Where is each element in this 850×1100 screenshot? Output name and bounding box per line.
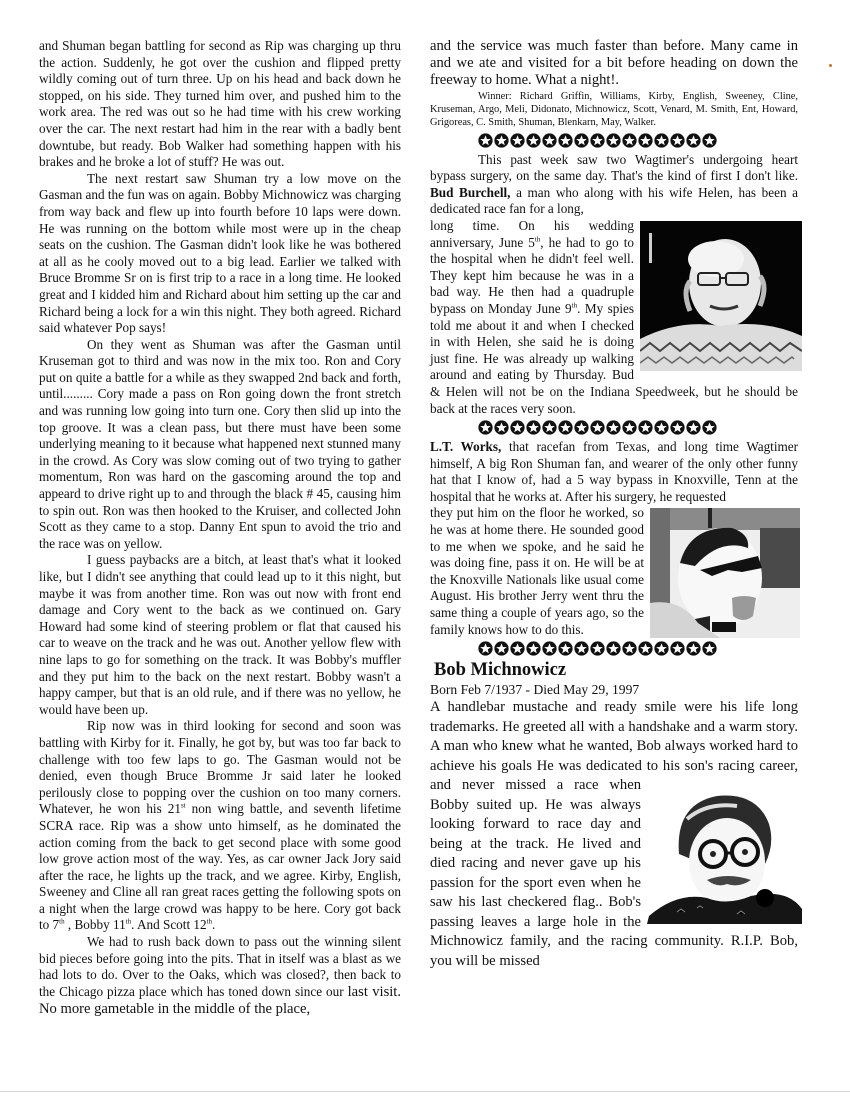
bud-burchell-paragraph	[430, 152, 798, 218]
text-run: , Bobby 11	[64, 917, 126, 933]
scan-speck	[829, 64, 832, 67]
text-run: missed a race when Bobby suited up. He was always looking forward to race day and being at the track. He lived and died racing and never gave up his passion for the sport even when he saw his last checkered flag.. Bob's passing leaves a large hole in the Michnowicz family, and the racing community. R.I.P. Bob, you will be missed	[430, 777, 798, 969]
person-name: L.T. Works,	[430, 439, 502, 455]
circled-star-icon	[622, 133, 637, 148]
ordinal-suffix: th	[206, 918, 213, 927]
circled-star-icon	[702, 133, 717, 148]
circled-star-icon	[558, 133, 573, 148]
circled-star-icon	[526, 420, 541, 435]
race-paragraph-4: I guess paybacks are a bitch, at least that's what it looked like, but I didn't see anything that could lead up to it this night, but maybe it was from another time. Ron was out now with front end damage and Cory went to the back as we continued on. Gary Howard had some kind of steering problem or flat that caused his car to weave on the track and he was out. Another yellow flew with nine laps to go for something on the track. It was Bobby's muffler and they put him to the back on the next restart. Bobby wasn't a happy camper, but that is an old rule, and if there was no yellow, he would have been up.	[39, 552, 401, 717]
race-paragraph-1: and Shuman began battling for second as Rip was charging up thru the action. Suddenly, he got over the cushion and flipped pretty wildly coming out of turn three. Up on his head and back down he stopped, on his side. They turned him over, and pushed him to the work area. The red was out so he had time with his crew working over the car. The next restart had him in the rear with a badly bent downtube, but ready. Bob Walker had something happen with his brakes and he broke a lot of stuff? He was out.	[39, 38, 401, 170]
circled-star-icon	[590, 133, 605, 148]
winners-list: Winner: Richard Griffin, Williams, Kirby, English, Sweeney, Cline, Kruseman, Argo, Meli, Didonato, Michnowicz, Scott, Venard, M. Smith, Ent, Howard, Grigoreas, C. Smith, Shuman, Blenkarn, May, Walker.	[430, 91, 798, 129]
text-run: A handlebar mustache and ready smile were his life long trademarks. He greeted all with a handshake and a warm story. A man who knew what he wanted, Bob always worked hard to achieve his goals He was dedicated to his son's racing career, and never	[430, 699, 798, 794]
circled-star-icon	[686, 133, 701, 148]
circled-star-icon	[510, 420, 525, 435]
text-run: Rip now was in third looking for second and soon was battling with Kirby for it. Finally, he got by, but was too far back to challenge with too few laps to go. The Gasman would not be denied, even though Bruce Bromme Jr said later he looked perilously close to popping over the cushion on too many corners. Whatever, he won his 21	[39, 718, 401, 817]
text-run: , he had to go to the hospital when he didn't feel well. They kept him because he was in a bad way. He then had a quadruple bypass on Monday June 9	[430, 234, 634, 316]
star-divider	[430, 641, 798, 658]
ordinal-suffix: th	[571, 301, 578, 310]
ordinal-suffix: th	[534, 235, 541, 244]
circled-star-icon	[526, 133, 541, 148]
circled-star-icon	[558, 420, 573, 435]
circled-star-icon	[702, 420, 717, 435]
circled-star-icon	[590, 420, 605, 435]
text-run-large: last visit. No more gametable in the middle of the place,	[39, 983, 402, 1017]
circled-star-icon	[542, 641, 557, 656]
lt-works-paragraph-cont	[430, 505, 798, 638]
text-run: a man who along with his wife Helen, has been a dedicated race fan for a long,	[430, 184, 799, 217]
text-run: that racefan from Texas, and long time Wagtimer himself, A big Ron Shuman fan, and wearer of the only other funny hat that I know of, had a 5 way bypass in Knoxville, Tenn at the hospital that he works at. After his surgery, he requested	[430, 439, 798, 504]
person-name: Bud Burchell,	[430, 184, 511, 200]
circled-star-icon	[510, 133, 525, 148]
circled-star-icon	[654, 641, 669, 656]
circled-star-icon	[574, 133, 589, 148]
bob-michnowicz-photo	[647, 784, 802, 924]
right-column	[430, 38, 798, 971]
circled-star-icon	[670, 133, 685, 148]
race-continuation: and the service was much faster than before. Many came in and we ate and visited for a bit before heading on down the freeway to home. What a night!.	[430, 38, 798, 88]
circled-star-icon	[654, 420, 669, 435]
race-paragraph-3: On they went as Shuman was after the Gasman until Kruseman got to third and was now in the mix too. Ron and Cory put on quite a battle for a while as they swapped 2nd back and forth, until......... Cory made a pass on Ron going down the front stretch and was running low going into turn one. Cory then slid up into the top groove. It was a clean pass, but there must have been some underlying meaning to it because what happened next stunned many in the crowd. As Cory was slow coming out of two trying to gather momentum, Ron was hard on the gascoming around the top and appeard to drive right up to and through the black # 45, causing him to spin out. Ron was then hooked to the Kruiser, and collected John Scott as they came to a stop. Danny Ent spun to avoid the trio and the race was on yellow.	[39, 336, 401, 551]
circled-star-icon	[478, 420, 493, 435]
obituary-body	[430, 698, 798, 971]
lt-works-photo	[650, 508, 800, 638]
circled-star-icon	[494, 641, 509, 656]
obituary-title: Bob Michnowicz	[434, 660, 567, 681]
page-edge-line	[0, 1091, 850, 1092]
circled-star-icon	[622, 641, 637, 656]
circled-star-icon	[558, 641, 573, 656]
text-run: This past week saw two Wagtimer's undergoing heart bypass surgery, on the same day. That's the kind of first I don't like.	[430, 151, 798, 184]
circled-star-icon	[686, 420, 701, 435]
portrait-illustration	[647, 784, 802, 924]
circled-star-icon	[478, 641, 493, 656]
circled-star-icon	[606, 641, 621, 656]
star-divider	[430, 420, 798, 437]
circled-star-icon	[606, 420, 621, 435]
obituary-dates: Born Feb 7/1937 - Died May 29, 1997	[430, 682, 640, 698]
circled-star-icon	[542, 420, 557, 435]
lt-works-paragraph-intro	[430, 439, 798, 505]
text-run: they put him on the floor he worked, so he was at home there. He sounded good to me when we spoke, and he said he was doing fine, pass it on. He will be at the Knoxville Nationals like usual come August. His brother Jerry went thru the same thing a couple of years ago, so the family knows how to do this.	[430, 505, 644, 637]
bud-burchell-photo	[640, 221, 802, 371]
race-paragraph-6	[39, 934, 401, 1018]
race-paragraph-5	[39, 718, 401, 934]
circled-star-icon	[494, 420, 509, 435]
portrait-illustration	[650, 508, 800, 638]
circled-star-icon	[606, 133, 621, 148]
circled-star-icon	[494, 133, 509, 148]
circled-star-icon	[590, 641, 605, 656]
circled-star-icon	[574, 641, 589, 656]
circled-star-icon	[574, 420, 589, 435]
circled-star-icon	[638, 420, 653, 435]
circled-star-icon	[478, 133, 493, 148]
circled-star-icon	[638, 641, 653, 656]
portrait-illustration	[640, 221, 802, 371]
circled-star-icon	[654, 133, 669, 148]
circled-star-icon	[638, 133, 653, 148]
circled-star-icon	[526, 641, 541, 656]
race-paragraph-2: The next restart saw Shuman try a low move on the Gasman and the fun was on again. Bobby Michnowicz was charging from way back and flew up into fourth before 10 laps were down. He was running on the bottom while most were up in the cheap seats on the cushion. The Gasman didn't look like he was bothered at all as he cooly moved out to a big lead. Earlier we talked with Bruce Bromme Sr on is first trip to a race in a long time. He looked great and I kidded him and Richard about him setting up the car and Richard being a lock for a win this night. They both agreed. Richard said whatever Pop says!	[39, 170, 401, 336]
left-column	[39, 38, 401, 1018]
ordinal-suffix: th	[125, 918, 132, 927]
circled-star-icon	[622, 420, 637, 435]
circled-star-icon	[670, 420, 685, 435]
ordinal-suffix: th	[59, 918, 65, 927]
text-run: long time. On his wedding anniversary, June 5	[430, 217, 634, 250]
bud-burchell-paragraph-cont	[430, 218, 798, 417]
circled-star-icon	[542, 133, 557, 148]
circled-star-icon	[510, 641, 525, 656]
text-run: . And Scott 12	[131, 917, 207, 933]
text-run: . My spies told me about it and when I checked in with Helen, she said he is doing just fine. He was already up walking around and eating by Thursday. Bud & Helen will not be on the Indiana Speedweek, but he should be back at the races very soon.	[430, 300, 798, 416]
text-run: non wing battle, and seventh lifetime SCRA race. Rip was a show unto himself, as he dominated the action coming from the back to get second place with some good low grove action most of the way. Yes, as car owner Jack Jory said after the race, he lights up the track, and we agree. Kirby, English, Sweeney and Cline all ran great races getting the following spots on a night when the large crowd was happy to be here. Cory got back to 7	[39, 801, 401, 933]
text-run: .	[212, 917, 216, 933]
circled-star-icon	[702, 641, 717, 656]
text-run: We had to rush back down to pass out the winning silent bid pieces before going into the pits. That in itself was a blast as we had lots to do. Over to the Oaks, which was closed?, then back to the Chicago pizza place which has toned down since our	[39, 934, 401, 999]
circled-star-icon	[686, 641, 701, 656]
circled-star-icon	[670, 641, 685, 656]
star-divider	[430, 133, 798, 150]
ordinal-suffix: st	[180, 801, 186, 810]
